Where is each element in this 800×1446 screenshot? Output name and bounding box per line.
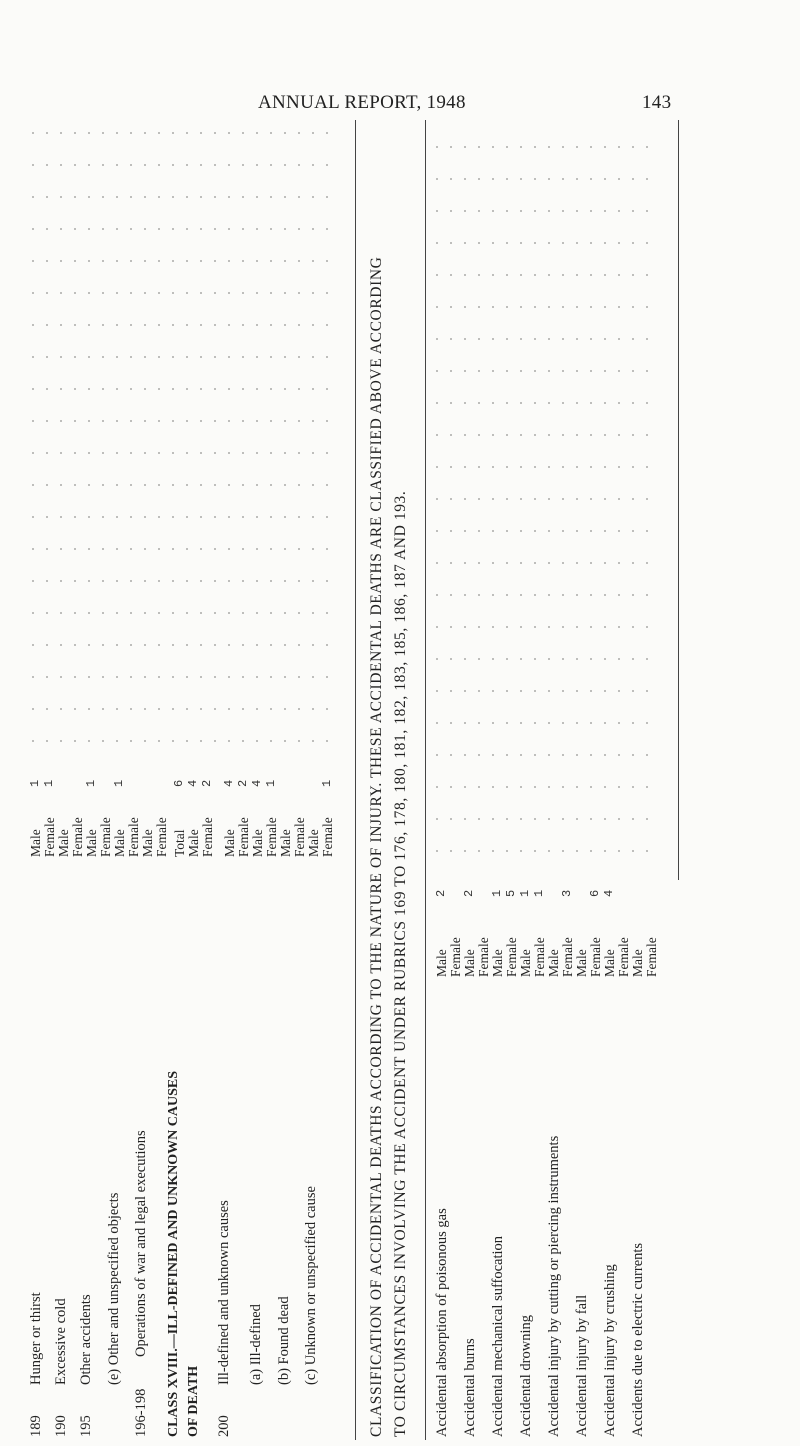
total-cell: 1 (112, 779, 126, 787)
table-caption (360, 117, 430, 1437)
sex-label: Male (56, 829, 71, 857)
sex-label: Male (630, 949, 645, 977)
row-label: Accidental injury by cutting or piercing instruments (546, 1135, 562, 1437)
sex-label: Male (28, 829, 43, 857)
sex-label: Male (518, 949, 533, 977)
total-cell: 1 (84, 779, 98, 787)
row-code: 195 (78, 1415, 94, 1437)
sex-label: Male (250, 829, 265, 857)
row-label: Accidental drowning (518, 1314, 534, 1437)
total-cell: 6 (588, 889, 602, 897)
total-cell: 1 (320, 779, 334, 787)
row-label: Accidental injury by crushing (602, 1264, 618, 1437)
row-label: Ill-defined and unknown causes (216, 1200, 232, 1385)
row-label: Accidental injury by fall (574, 1294, 590, 1437)
causes-of-death-table (26, 117, 356, 1437)
total-cell: 1 (264, 779, 278, 787)
sex-label: Female (616, 937, 631, 977)
sex-label: Male (462, 949, 477, 977)
sex-label: Male (490, 949, 505, 977)
row-label: Accidental burns (462, 1338, 478, 1437)
sex-label: Female (644, 937, 659, 977)
sex-label: Female (448, 937, 463, 977)
sex-label: Female (504, 937, 519, 977)
total-cell: 2 (200, 779, 214, 787)
sex-label: Male (602, 949, 617, 977)
total-cell: 1 (28, 779, 42, 787)
total-cell: 5 (504, 889, 518, 897)
row-code: 190 (53, 1415, 69, 1437)
sex-label: Female (588, 937, 603, 977)
row-label: (e) Other and unspecified objects (106, 1192, 122, 1385)
sex-label: Female (560, 937, 575, 977)
sex-label: Female (532, 937, 547, 977)
sex-label: Female (42, 817, 57, 857)
sex-label: Total (172, 829, 187, 857)
row-label: Accidents due to electric currents (630, 1242, 646, 1437)
row-code: 200 (216, 1415, 232, 1437)
total-cell: 1 (490, 889, 504, 897)
sex-label: Male (222, 829, 237, 857)
running-header: ANNUAL REPORT, 1948 (258, 92, 466, 113)
class-heading-cont: OF DEATH (186, 1365, 201, 1437)
sex-label: Male (84, 829, 99, 857)
sex-label: Female (292, 817, 307, 857)
total-cell: 1 (42, 779, 56, 787)
sex-label: Female (126, 817, 141, 857)
dotted-columns (26, 127, 336, 757)
total-cell: 4 (222, 779, 236, 787)
sex-label: Male (112, 829, 127, 857)
sex-label: Female (264, 817, 279, 857)
dotted-columns (430, 127, 660, 867)
sex-label: Female (70, 817, 85, 857)
class-heading: CLASS XVIII.—ILL-DEFINED AND UNKNOWN CAUSES (166, 1070, 181, 1437)
total-cell: 3 (560, 889, 574, 897)
row-code: 196-198 (133, 1388, 149, 1437)
row-code: 189 (28, 1415, 44, 1437)
row-label: Other accidents (78, 1294, 94, 1385)
total-cell: 6 (172, 779, 186, 787)
sex-label: Female (154, 817, 169, 857)
nature-of-injury-table (430, 117, 680, 1437)
sex-label: Female (476, 937, 491, 977)
sex-label: Female (320, 817, 335, 857)
total-cell: 2 (236, 779, 250, 787)
total-cell: 1 (532, 889, 546, 897)
sex-label: Female (98, 817, 113, 857)
row-label: Accidental mechanical suffocation (490, 1235, 506, 1437)
total-cell: 4 (250, 779, 264, 787)
row-label: Excessive cold (53, 1298, 69, 1385)
sex-label: Male (306, 829, 321, 857)
sex-label: Male (546, 949, 561, 977)
total-cell: 2 (462, 889, 476, 897)
total-cell: 2 (434, 889, 448, 897)
row-label: Accidental absorption of poisonous gas (434, 1208, 450, 1437)
total-cell: 4 (602, 889, 616, 897)
sex-label: Male (278, 829, 293, 857)
row-label: (c) Unknown or unspecified cause (303, 1186, 319, 1385)
sex-label: Male (186, 829, 201, 857)
sex-label: Female (200, 817, 215, 857)
sex-label: Male (434, 949, 449, 977)
row-label: (a) Ill-defined (248, 1304, 264, 1385)
caption-line-2: TO CIRCUMSTANCES INVOLVING THE ACCIDENT UNDER RUBRICS 169 TO 176, 178, 180, 181, 182, 183, 185, 186, 187 AND 193. (392, 490, 409, 1437)
sex-label: Male (140, 829, 155, 857)
row-label: Hunger or thirst (28, 1292, 44, 1385)
total-cell: 4 (186, 779, 200, 787)
row-label: Operations of war and legal executions (133, 1130, 149, 1357)
page-number: 143 (642, 92, 672, 113)
total-cell: 1 (518, 889, 532, 897)
sex-label: Male (574, 949, 589, 977)
sex-label: Female (236, 817, 251, 857)
caption-line-1: CLASSIFICATION OF ACCIDENTAL DEATHS ACCORDING TO THE NATURE OF INJURY. THESE ACCIDENTAL DEATHS ARE CLASSIFIED ABOVE ACCORDING (368, 256, 385, 1437)
row-label: (b) Found dead (276, 1296, 292, 1385)
